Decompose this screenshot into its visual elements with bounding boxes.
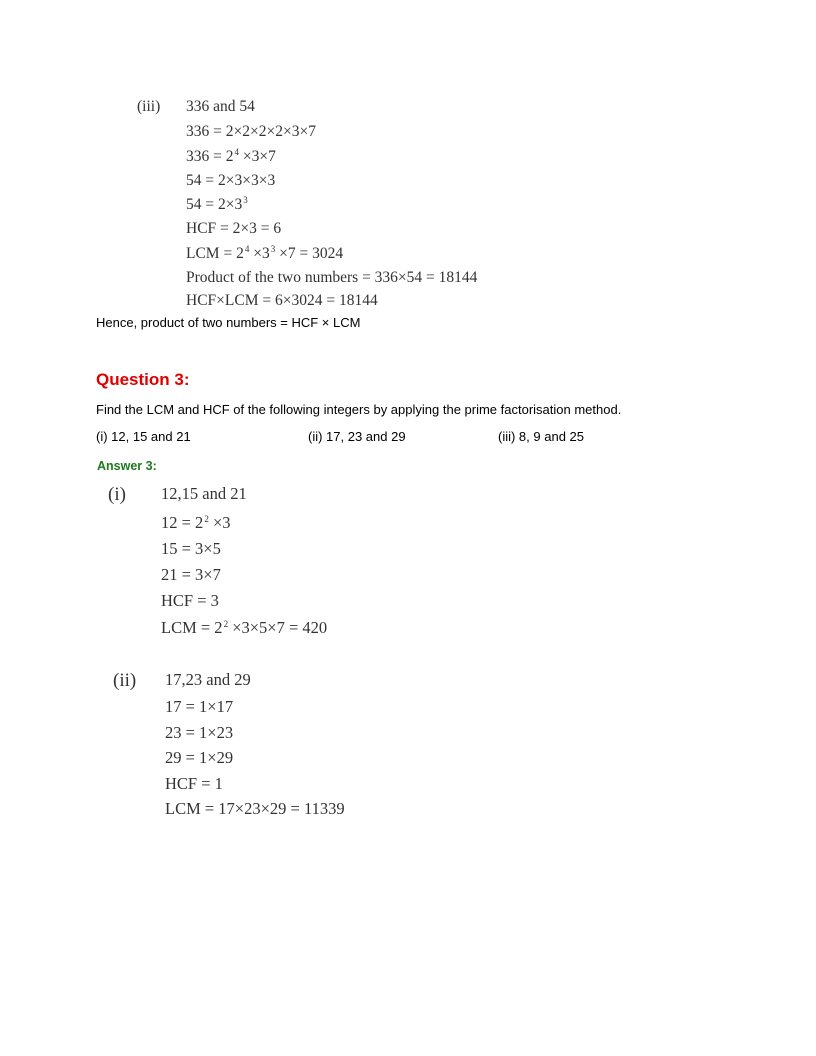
question-part-ii: (ii) 17, 23 and 29 xyxy=(308,429,406,444)
solution-line: 23 = 1×23 xyxy=(165,723,234,742)
answer-title: Answer 3: xyxy=(97,459,157,473)
solution-line: HCF×LCM = 6×3024 = 18144 xyxy=(186,292,378,309)
solution-line: 336 and 54 xyxy=(186,98,255,115)
solution-line: HCF = 2×3 = 6 xyxy=(186,220,282,237)
solution-line: $336 = 2^4 \times 3\times 7$ xyxy=(186,147,276,165)
solution-line: HCF = 3 xyxy=(161,591,219,610)
solution-line: 54 = 2×3×3×3 xyxy=(186,172,276,189)
question-text: Find the LCM and HCF of the following integers by applying the prime factorisation method. xyxy=(96,402,622,417)
conclusion-text: Hence, product of two numbers = HCF × LCM xyxy=(96,315,361,330)
solution-line: 21 = 3×7 xyxy=(161,565,221,584)
solution-line: 17 = 1×17 xyxy=(165,697,234,716)
solution-line: HCF = 1 xyxy=(165,774,223,793)
solution-line: $54 = 2\times 3^3$ xyxy=(186,195,248,213)
solution-line: LCM = $2^4 \times 3^3 \times 7 = 3024$ xyxy=(186,244,344,262)
question-title: Question 3: xyxy=(96,370,190,389)
solution-iii-label: (iii) xyxy=(137,98,161,115)
solution-line: 29 = 1×29 xyxy=(165,748,234,767)
solution-i-label: (i) xyxy=(108,484,126,505)
solution-line: 336 = 2×2×2×2×3×7 xyxy=(186,123,316,140)
solution-ii-label: (ii) xyxy=(113,670,137,691)
solution-line: $12 = 2^2 \times 3$ xyxy=(161,513,231,532)
question-part-iii: (iii) 8, 9 and 25 xyxy=(498,429,584,444)
question-part-i: (i) 12, 15 and 21 xyxy=(96,429,191,444)
solution-line: 12,15 and 21 xyxy=(161,484,247,503)
solution-line: LCM = 17×23×29 = 11339 xyxy=(165,799,345,818)
solution-line: Product of the two numbers = 336×54 = 18144 xyxy=(186,269,478,286)
solution-line: LCM = $2^2 \times 3\times 5\times 7 = 420$ xyxy=(161,618,328,637)
solution-line: 15 = 3×5 xyxy=(161,539,221,558)
solution-line: 17,23 and 29 xyxy=(165,670,251,689)
